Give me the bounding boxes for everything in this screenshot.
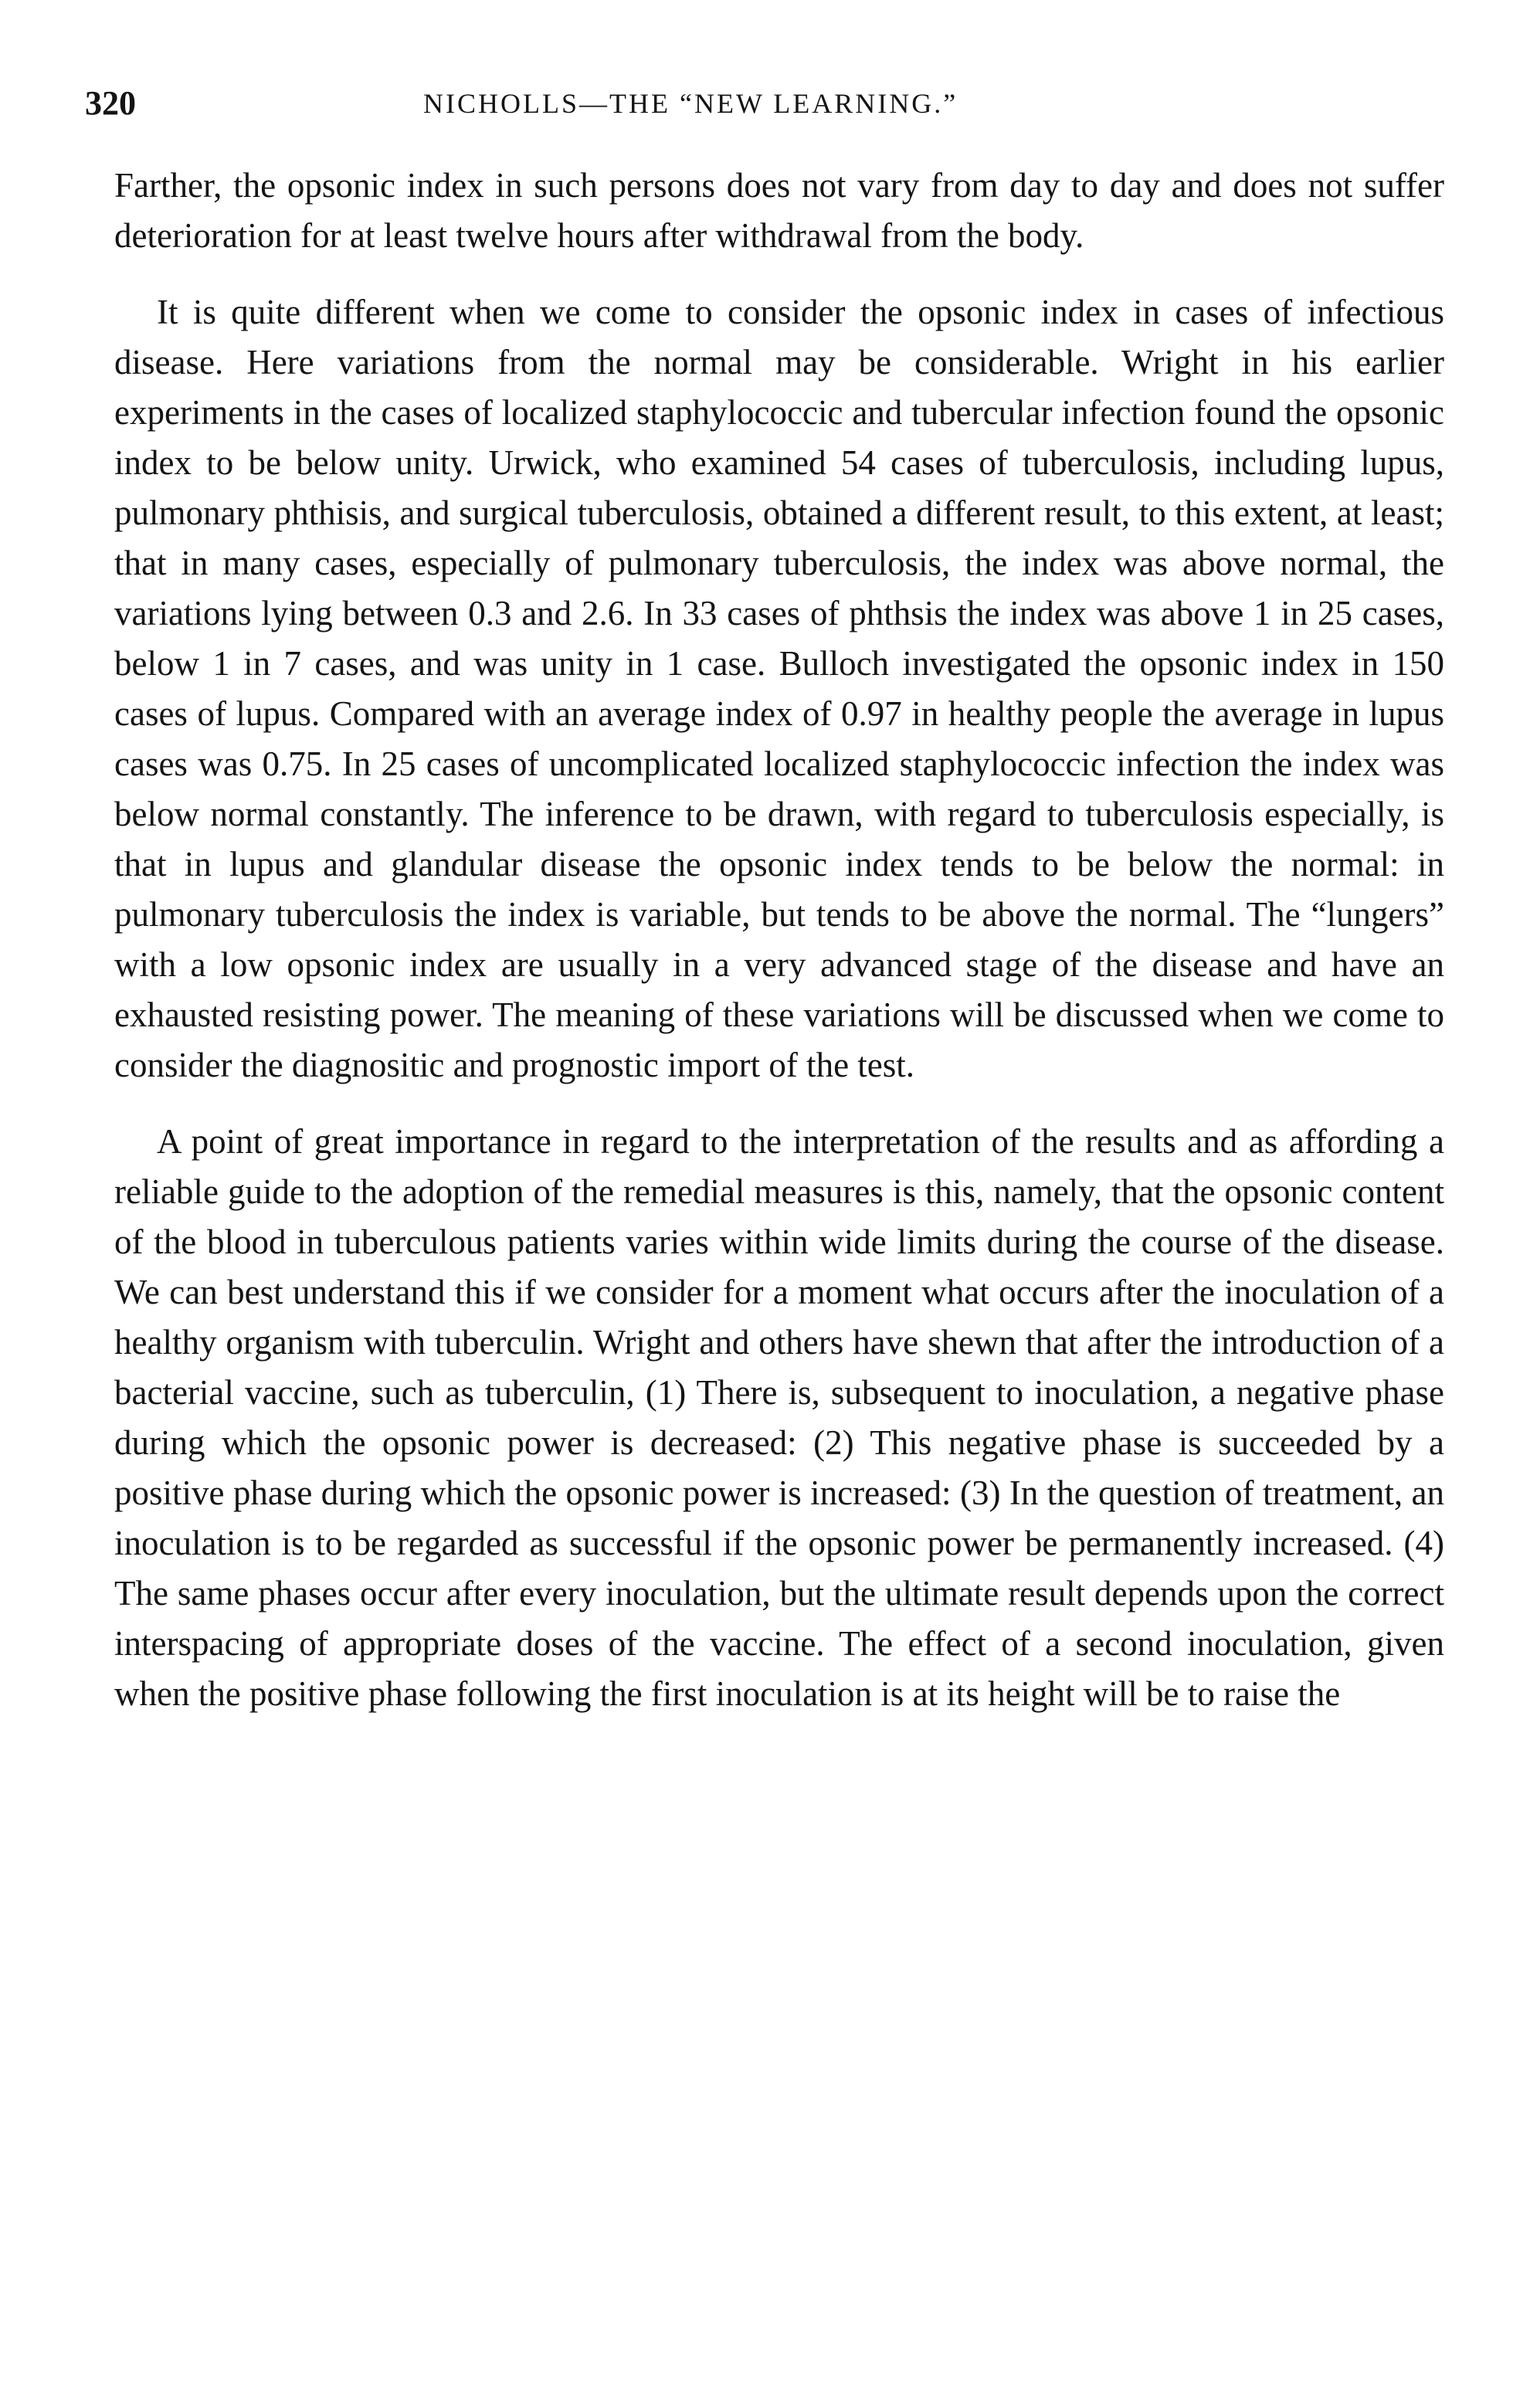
page-number: 320: [85, 84, 136, 122]
paragraph-opsonic-index-infectious-disease: It is quite different when we come to consider the opsonic index in cases of infectious disease. Here variations from the normal may be considerable. Wright in his earlier experiments in the cases of localized staphylococcic and tubercular infection found the opsonic index to be below unity. Urwick, who examined 54 cases of tuberculosis, including lupus, pulmonary phthisis, and surgical tuberculosis, obtained a different result, to this extent, at least; that in many cases, especially of pulmonary tuberculosis, the index was above normal, the variations lying between 0.3 and 2.6. In 33 cases of phthsis the index was above 1 in 25 cases, below 1 in 7 cases, and was unity in 1 case. Bulloch investigated the opsonic index in 150 cases of lupus. Compared with an average index of 0.97 in healthy people the average in lupus cases was 0.75. In 25 cases of uncomplicated localized staphylococcic infection the index was below normal constantly. The inference to be drawn, with regard to tuberculosis especially, is that in lupus and glandular disease the opsonic index tends to be below the normal: in pulmonary tuberculosis the index is variable, but tends to be above the normal. The “lungers” with a low opsonic index are usually in a very advanced stage of the disease and have an exhausted resisting power. The meaning of these variations will be discussed when we come to consider the diagnositic and prognostic import of the test.: [114, 293, 1444, 1084]
paragraph-opsonic-content-variation: A point of great importance in regard to the interpretation of the results and as affording a reliable guide to the adoption of the remedial measures is this, namely, that the opsonic content of the blood in tuberculous patients varies within wide limits during the course of the disease. We can best understand this if we consider for a moment what occurs after the inoculation of a healthy organism with tuberculin. Wright and others have shewn that after the introduction of a bacterial vaccine, such as tuberculin, (1) There is, subsequent to inoculation, a negative phase during which the opsonic power is decreased: (2) This negative phase is succeeded by a positive phase during which the opsonic power is increased: (3) In the question of treatment, an inoculation is to be regarded as successful if the opsonic power be permanently increased. (4) The same phases occur after every inoculation, but the ultimate result depends upon the correct interspacing of appropriate doses of the vaccine. The effect of a second inoculation, given when the positive phase following the first inoculation is at its height will be to raise the: [114, 1122, 1444, 1713]
page-header: [85, 79, 1444, 128]
paragraph-continuation: Farther, the opsonic index in such persons does not vary from day to day and does not suffer deterioration for at least twelve hours after withdrawal from the body.: [114, 166, 1444, 255]
body-text: [114, 161, 1444, 1745]
running-head: NICHOLLS—THE “NEW LEARNING.”: [423, 88, 958, 119]
